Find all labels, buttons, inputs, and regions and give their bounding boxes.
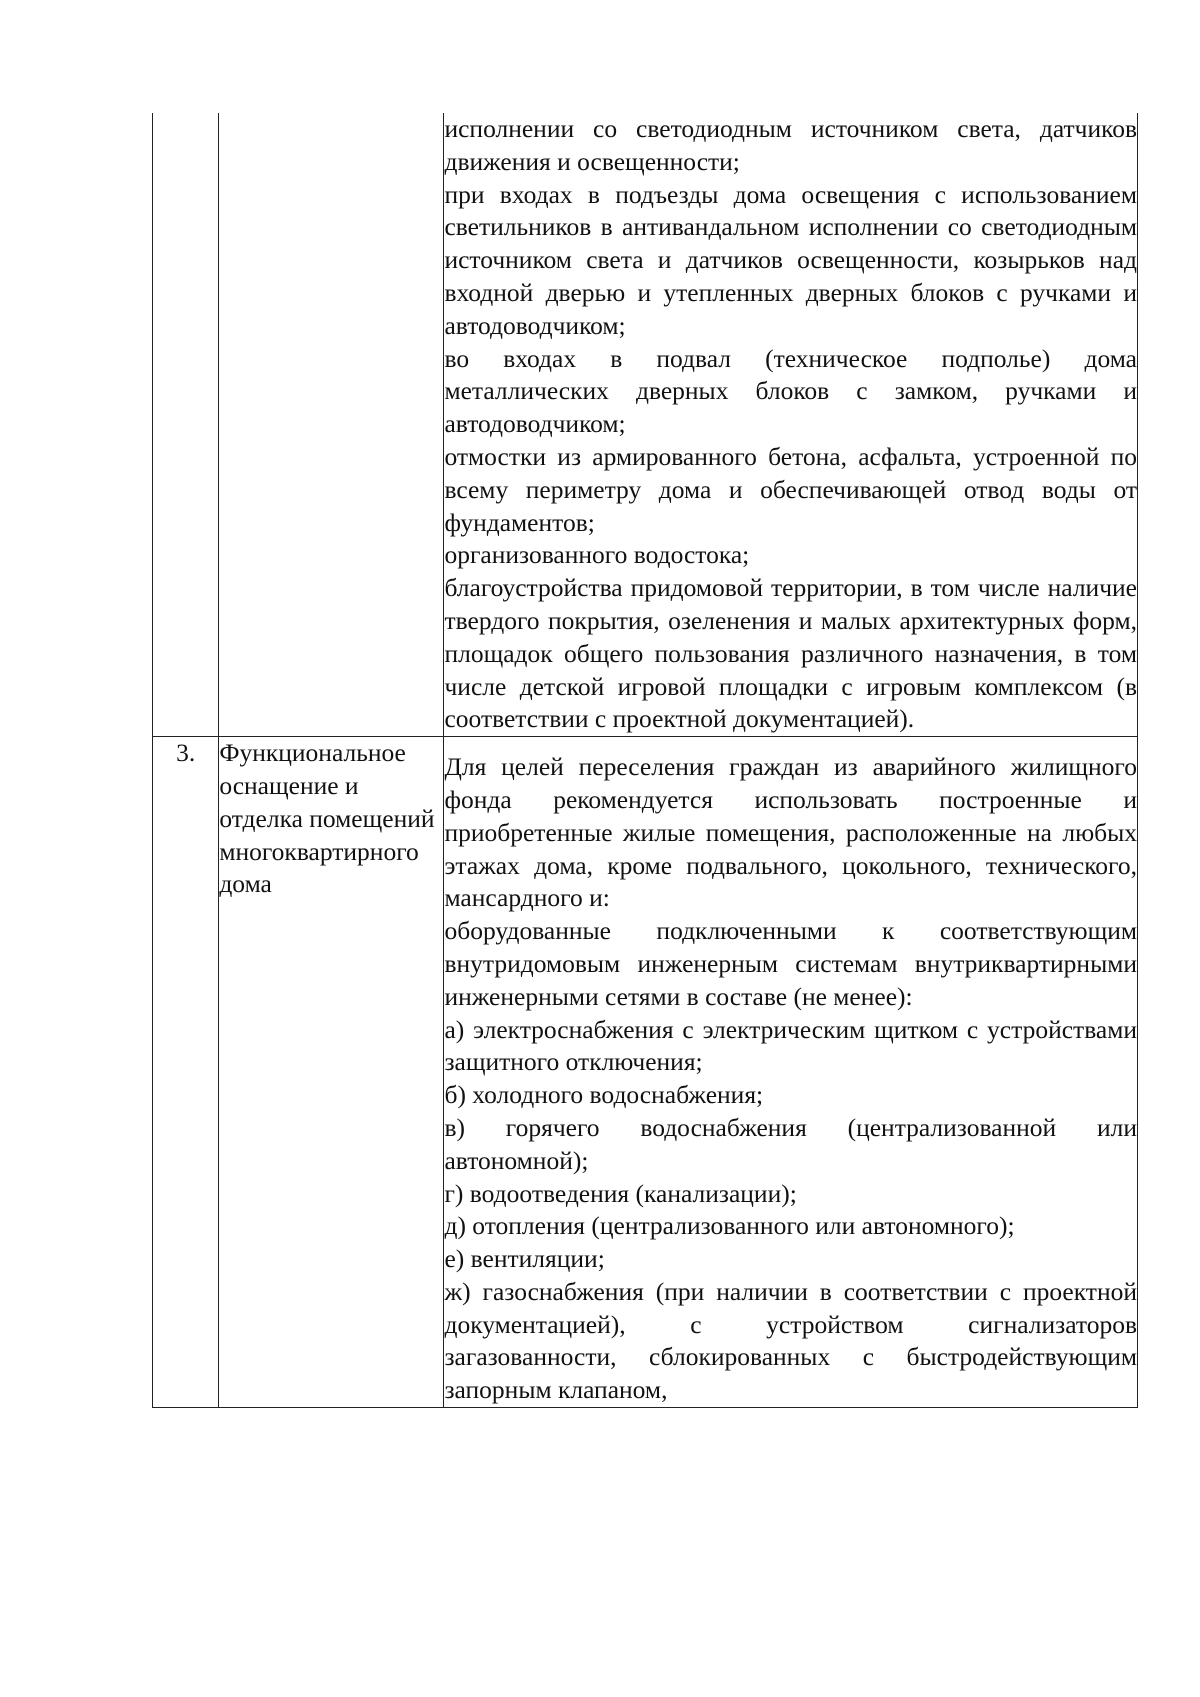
paragraph: б) холодного водоснабжения; [444, 1080, 764, 1110]
paragraph: при входах в подъезды дома освещения с использованием светильников в антивандальном исполнении со светодиодным источником света и датчиков освещенности, козырьков над входной дверью и утепленных дверных блоков с ручками и автодоводчиком; [444, 179, 1137, 340]
paragraph: организованного водостока; [444, 540, 750, 570]
row-description [444, 737, 1138, 1408]
table-row [153, 113, 1138, 737]
row-description [444, 113, 1138, 737]
paragraph: г) водоотведения (канализации); [444, 1178, 797, 1208]
row-number [153, 113, 219, 737]
paragraph: благоустройства придомовой территории, в том числе наличие твердого покрытия, озеленения и малых архитектурных форм, площадок общего пользования различного назначения, в том числе детской игровой площадки с игровым комплексом (в соответствии с проектной документацией). [444, 573, 1137, 734]
table-row [153, 737, 1138, 1408]
row-number: 3. [153, 737, 219, 1408]
row-title: Функциональное оснащение и отделка помещений многоквартирного дома [219, 737, 444, 1408]
paragraph: ж) газоснабжения (при наличии в соответствии с проектной документацией), с устройством сигнализаторов загазованности, сблокированных с быстродействующим запорным клапаном, [444, 1276, 1137, 1405]
paragraph: Для целей переселения граждан из аварийного жилищного фонда рекомендуется использовать построенные и приобретенные жилые помещения, расположенные на любых этажах дома, кроме подвального, цокольного, технического, мансардного и: [444, 752, 1137, 913]
paragraph: во входах в подвал (техническое подполье) дома металлических дверных блоков с замком, ручками и автодоводчиком; [444, 343, 1137, 439]
paragraph: отмостки из армированного бетона, асфальта, устроенной по всему периметру дома и обеспечивающей отвод воды от фундаментов; [444, 441, 1137, 537]
requirements-table [152, 113, 1138, 1408]
paragraph: д) отопления (централизованного или автономного); [444, 1211, 1015, 1241]
paragraph: в) горячего водоснабжения (централизованной или автономной); [444, 1112, 1137, 1175]
paragraph: а) электроснабжения с электрическим щитком с устройствами защитного отключения; [444, 1014, 1137, 1077]
paragraph: исполнении со светодиодным источником света, датчиков движения и освещенности; [444, 114, 1137, 176]
paragraph: оборудованные подключенными к соответствующим внутридомовым инженерным системам внутриквартирными инженерными сетями в составе (не менее): [444, 916, 1137, 1011]
paragraph: е) вентиляции; [444, 1244, 605, 1274]
row-title [219, 113, 444, 737]
